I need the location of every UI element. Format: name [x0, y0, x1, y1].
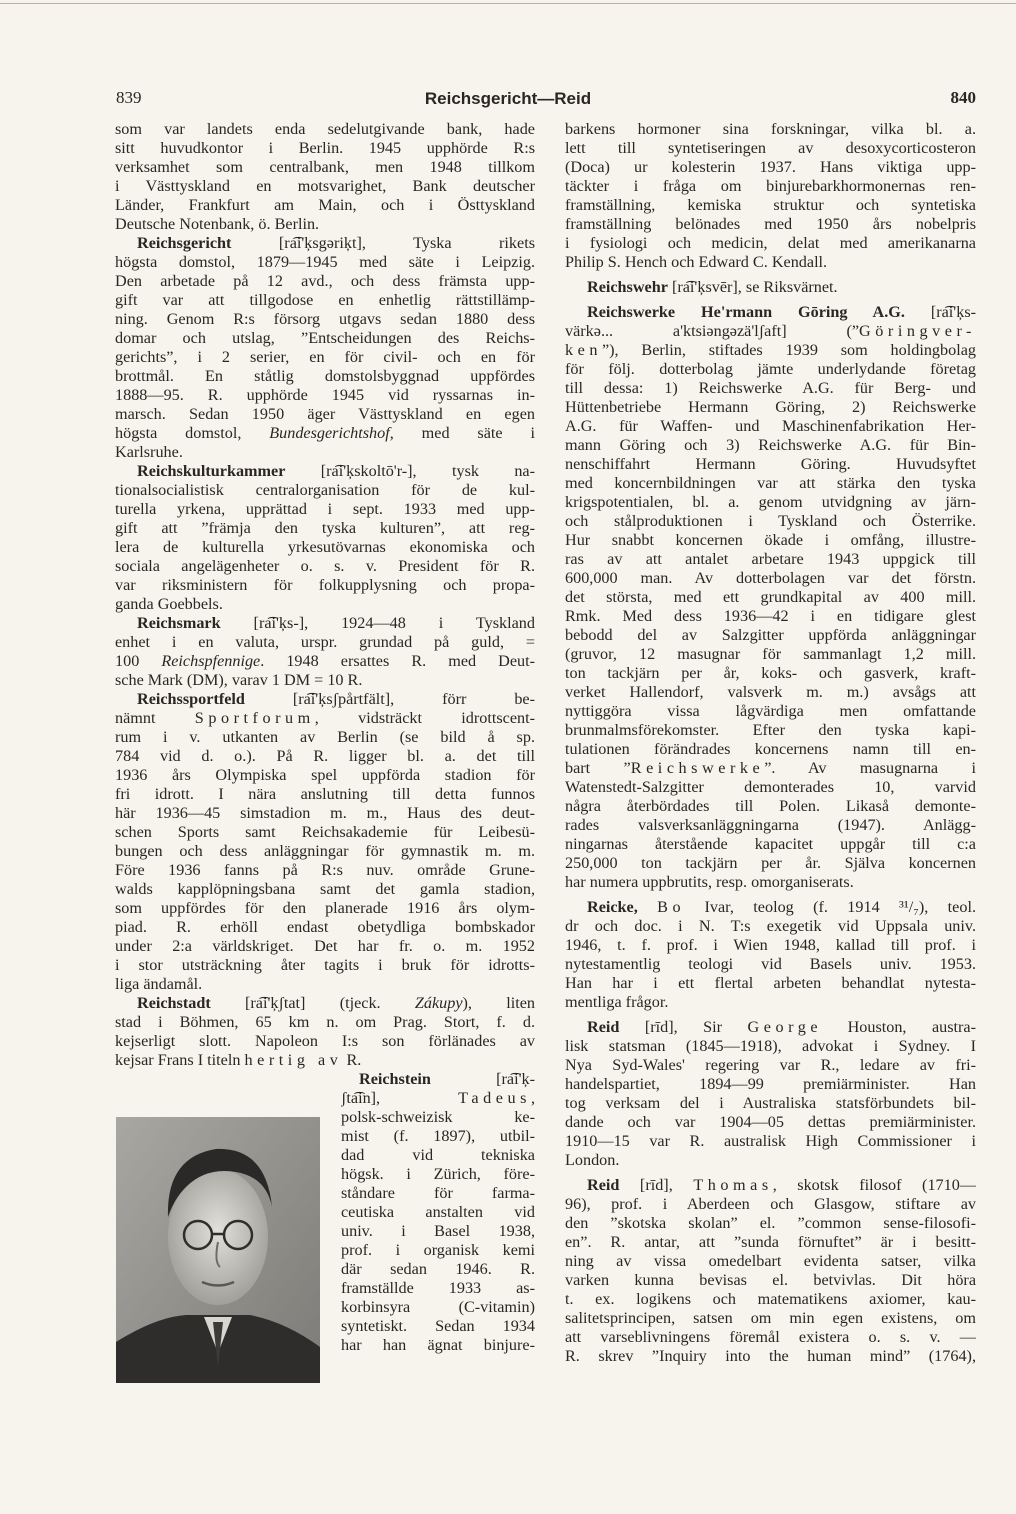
text-run: kejsar Frans I titeln — [115, 1051, 245, 1069]
text-line: i stor utsträckning åter tagits i bruk för idrotts- — [115, 956, 535, 974]
article-entry — [115, 234, 535, 462]
text-line: Nya Syd-Wales' regering var R., ledare av fri- — [565, 1056, 976, 1074]
text-line: walds kapplöpningsbana samt det gamla stadion, — [115, 880, 535, 898]
text-line: dr och doc. i N. T:s exegetik vid Uppsala univ. — [565, 917, 976, 935]
text-line: 600,000 man. Av dotterbolagen var det förstn. — [565, 569, 976, 587]
text-line: Hüttenbetriebe Hermann Göring, 2) Reichswerke — [565, 398, 976, 416]
spaced-name: Göringver- — [859, 322, 976, 340]
text-line: tulationen förändrades koncernens namn till en- — [565, 740, 976, 758]
text-run: [ra͡i'ķsgəriķt], Tyska rikets — [231, 234, 535, 252]
text-line: att varseblivningens föremål existera o. s. v. — — [565, 1328, 976, 1346]
text-line: schen Sports samt Reichsakademie für Leibesü- — [115, 823, 535, 841]
text-line: framställning belönades med 1950 års nobelpris — [565, 215, 976, 233]
text-line: 250,000 ton tackjärn per år. Själva koncernen — [565, 854, 976, 872]
text-line: med koncernbildningen var att stärka den tyska — [565, 474, 976, 492]
text-line: ceutiska anstalten vid — [341, 1203, 535, 1221]
text-line: täckter i fråga om binjurebarkhormonernas ren- — [565, 177, 976, 195]
text-run: högsta domstol, — [115, 424, 270, 442]
text-line: några återbördades till Polen. Likaså demonte- — [565, 797, 976, 815]
text-run: ), liten — [462, 994, 535, 1012]
text-line: rum i v. utkanten av Berlin (se bild å sp. — [115, 728, 535, 746]
article-entry — [115, 614, 535, 690]
article-entry — [115, 690, 535, 994]
article-entry — [565, 120, 976, 272]
headword: Reicke, — [587, 898, 638, 916]
text-line — [115, 614, 535, 633]
text-line: liga ändamål. — [115, 975, 203, 993]
headword: Reichskulturkammer — [137, 462, 286, 480]
text-line: gerichts”, i 2 serier, en för civil- och en för — [115, 348, 535, 366]
spaced-name: Sportforum — [194, 709, 315, 727]
text-line: turella yrkena, upprättad i sept. 1933 med upp- — [115, 500, 535, 518]
article-entry — [565, 278, 976, 297]
text-line — [341, 1070, 535, 1089]
text-line: i Västtyskland en motsvarighet, Bank deutscher — [115, 177, 535, 195]
text-line: salitetsprincipen, satsen om min egen existens, om — [565, 1309, 976, 1327]
text-line: ganda Goebbels. — [115, 595, 223, 613]
text-run: ”. Av masugnarna i — [764, 759, 976, 777]
text-line: mentliga frågor. — [565, 993, 669, 1011]
article-entry — [565, 1018, 976, 1170]
spaced-name: George — [747, 1018, 823, 1036]
text-line: som var landets enda sedelutgivande bank, hade — [115, 120, 535, 138]
text-line: nenschiffahrt Hermann Göring. Huvudsyftet — [565, 455, 976, 473]
text-line: varken kunna bevisas el. betvivlas. Dit höra — [565, 1271, 976, 1289]
text-line: verket Hallendorf, valsverk m. m.) avsågs att — [565, 683, 976, 701]
text-line: univ. i Basel 1938, — [341, 1222, 535, 1240]
text-line: framställning, kemiska struktur och syntetiska — [565, 196, 976, 214]
text-line: 1888—95. R. upphörde 1945 vid ryssarnas in- — [115, 386, 535, 404]
text-line: har numera uppbrutits, resp. omorganiserats. — [565, 873, 854, 891]
text-line: mist (f. 1897), utbil- — [341, 1127, 535, 1145]
text-line: London. — [565, 1151, 620, 1169]
text-line — [565, 322, 976, 341]
text-line: Han har i ett flertal arbeten behandlat nytesta- — [565, 974, 976, 992]
text-line: lisk statsman (1845—1918), advokat i Sydney. I — [565, 1037, 976, 1055]
spaced-name: Thomas — [693, 1176, 773, 1194]
text-run: Ivar, teolog (f. 1914 ³¹/₇), teol. — [685, 898, 976, 916]
text-line — [565, 759, 976, 778]
text-run: [ra͡i'ķʃtat] (tjeck. — [210, 994, 415, 1012]
text-line: högsta domstol, 1879—1945 med säte i Leipzig. — [115, 253, 535, 271]
text-line — [565, 1176, 976, 1195]
text-line: barkens hormoner sina forskningar, vilka bl. a. — [565, 120, 976, 138]
text-line: den ”skotska skolan” el. ”common sense-filosofi- — [565, 1214, 976, 1232]
text-line: sche Mark (DM), varav 1 DM = 10 R. — [115, 671, 363, 689]
text-line: (Doca) ur kolesterin 1937. Hans viktiga upp- — [565, 158, 976, 176]
article-entry — [341, 1070, 535, 1355]
text-line: prof. i organisk kemi — [341, 1241, 535, 1259]
text-run: [rīd], — [619, 1176, 694, 1194]
article-entry — [565, 303, 976, 892]
headword: Reid — [587, 1176, 620, 1194]
text-line — [341, 1089, 535, 1108]
text-line: t. ex. logikens och matematikens axiomer, kau- — [565, 1290, 976, 1308]
text-line — [115, 994, 535, 1013]
text-line: gift att ”främja den tyska kulturen”, att reg- — [115, 519, 535, 537]
text-line — [115, 1051, 535, 1070]
text-line: rades valsverksanläggningarna (1947). Anlägg- — [565, 816, 976, 834]
text-line: ståndare för farma- — [341, 1184, 535, 1202]
text-run: [ra͡i'ķs- — [904, 303, 976, 321]
text-line — [115, 690, 535, 709]
text-line: Rmk. Med dess 1936—42 i en tidigare glest — [565, 607, 976, 625]
text-line: brunmalmsförekomster. Efter den tyska kapi- — [565, 721, 976, 739]
text-line — [115, 462, 535, 481]
headword: Reid — [587, 1018, 620, 1036]
headword: Reichswerke He'rmann Gōring A.G. — [587, 303, 905, 321]
text-line: Den arbetade på 12 avd., och dess främsta upp- — [115, 272, 535, 290]
text-line: syntetiskt. Sedan 1934 — [341, 1317, 535, 1335]
spaced-name: ken — [565, 341, 602, 359]
article-entry — [115, 994, 535, 1070]
text-line: krigspotentialen, bl. a. genom utvidgning av järn- — [565, 493, 976, 511]
text-line: för följ. dotterbolag jämte underlydande företag — [565, 360, 976, 378]
italic-term: Zákupy — [414, 994, 463, 1012]
text-line: polsk-schweizisk ke- — [341, 1108, 535, 1126]
text-line: fri idrott. I nära anslutning till detta funnos — [115, 785, 535, 803]
text-run: , med säte i — [389, 424, 535, 442]
text-line: nyttiggöra vissa lågvärdiga men omfattande — [565, 702, 976, 720]
headword: Reichswehr — [587, 278, 668, 296]
text-line: Före 1936 fanns på R:s nuv. område Grune- — [115, 861, 535, 879]
text-line: bungen och dess anläggningar för gymnastik m. m. — [115, 842, 535, 860]
text-run: . 1948 ersattes R. med Deut- — [260, 652, 535, 670]
text-line: här 1936—45 simstadion m. m., Haus des deut- — [115, 804, 535, 822]
text-line — [565, 341, 976, 360]
text-line: sociala angelägenheter o. s. v. President för R. — [115, 557, 535, 575]
text-run: , vidsträckt idrottscent- — [314, 709, 535, 727]
text-line: Deutsche Notenbank, ö. Berlin. — [115, 215, 320, 233]
text-line: sitt huvudkontor i Berlin. 1945 upphörde R:s — [115, 139, 535, 157]
text-line: och stålproduktionen i Tyskland och Österrike. — [565, 512, 976, 530]
text-line: brottmål. En ståtlig domstolsbyggnad uppfördes — [115, 367, 535, 385]
page-top-rule — [0, 3, 1016, 4]
text-line: det största, med ett grundkapital av 400 mill. — [565, 588, 976, 606]
text-run: [ra͡i'ķskoltō'r-], tysk na- — [285, 462, 535, 480]
text-line: verksamhet som centralbank, men 1948 tillkom — [115, 158, 535, 176]
text-line: ning av vissa omedelbart evidenta satser, vilka — [565, 1252, 976, 1270]
text-run: , — [530, 1089, 535, 1107]
text-line — [565, 303, 976, 322]
italic-term: Reichspfennige — [161, 652, 261, 670]
headword: Reichstadt — [137, 994, 211, 1012]
italic-term: Bundesgerichtshof — [269, 424, 390, 442]
text-line: en”. R. antar, att ”sunda förnuftet” är i besitt- — [565, 1233, 976, 1251]
text-line: gift var att tillgodose en enhetlig rättstillämp- — [115, 291, 535, 309]
text-run: Houston, austra- — [822, 1018, 976, 1036]
text-line: var riksministern för folkupplysning och propa- — [115, 576, 535, 594]
text-line: 784 vid d. o.). På R. ligger bl. a. det till — [115, 747, 535, 765]
text-run: R. — [342, 1051, 362, 1069]
text-run: bart ” — [565, 759, 631, 777]
page-number-right: 840 — [950, 88, 976, 107]
headword: Reichsmark — [137, 614, 221, 632]
text-line: 1910—15 var R. australisk High Commissioner i — [565, 1132, 976, 1150]
text-line: ning. Genom R:s försorg utgavs sedan 1880 dess — [115, 310, 535, 328]
text-line: 1946, t. f. prof. i Wien 1948, kallad till prof. i — [565, 936, 976, 954]
text-line: under 2:a världskriget. Det har fr. o. m. 1952 — [115, 937, 535, 955]
text-run — [638, 898, 657, 916]
text-run: [ra͡i'ķs-], 1924—48 i Tyskland — [220, 614, 535, 632]
text-run: nämnt — [115, 709, 195, 727]
text-line — [115, 709, 535, 728]
text-run: [ra͡i'ķ- — [430, 1070, 535, 1088]
text-line: ningarnas återstående kapacitet uppgår till c:a — [565, 835, 976, 853]
text-line: kejserligt slott. Napoleon I:s son förlänades av — [115, 1032, 535, 1050]
headword: Reichstein — [359, 1070, 431, 1088]
text-line: ton tackjärn per år, koks- och gasverk, kraft- — [565, 664, 976, 682]
text-line — [565, 898, 976, 917]
column-right — [565, 120, 976, 1366]
text-line: A.G. für Waffen- und Maschinenfabrikation Her- — [565, 417, 976, 435]
text-line: i fysiologi och medicin, delat med amerikanarna — [565, 234, 976, 252]
text-run: [rīd], Sir — [619, 1018, 748, 1036]
spaced-name: hertig av — [244, 1051, 343, 1069]
text-line: lera de kulturella yrkesutövarnas ekonomiska och — [115, 538, 535, 556]
article-entry — [115, 120, 535, 234]
text-line: marsch. Sedan 1950 äger Västtyskland en egen — [115, 405, 535, 423]
text-line: stad i Böhmen, 65 km n. om Prag. Stort, f. d. — [115, 1013, 535, 1031]
text-run: , skotsk filosof (1710— — [772, 1176, 976, 1194]
text-line: mann Göring och 3) Reichswerke A.G. für Bin- — [565, 436, 976, 454]
text-line: där sedan 1946. R. — [341, 1260, 535, 1278]
headword: Reichssportfeld — [137, 690, 245, 708]
text-run: värkə... a'ktsiəngəzä'lʃaft] (” — [565, 322, 860, 340]
spaced-name: Tadeus — [458, 1089, 531, 1107]
text-line — [115, 234, 535, 253]
text-line: R. skrev ”Inquiry into the human mind” (1764), — [565, 1347, 976, 1365]
text-line: bebodd del av Salzgitter uppförda anläggningar — [565, 626, 976, 644]
text-line: högsk. i Zürich, före- — [341, 1165, 535, 1183]
page-number-left: 839 — [116, 88, 142, 107]
text-line: 96), prof. i Aberdeen och Glasgow, stiftare av — [565, 1195, 976, 1213]
text-line — [115, 424, 535, 443]
text-line: Philip S. Hench och Edward C. Kendall. — [565, 253, 828, 271]
text-line: piad. R. erhöll endast obetydliga bombskador — [115, 918, 535, 936]
text-run: [ra͡i'ķsvēr], se Riksvärnet. — [667, 278, 838, 296]
text-line: 1936 års Olympiska spel uppförda stadion för — [115, 766, 535, 784]
spaced-name: Bo — [657, 898, 686, 916]
text-line: Länder, Frankfurt am Main, och i Östtyskland — [115, 196, 535, 214]
text-line — [565, 1018, 976, 1037]
spaced-name: Reichswerke — [630, 759, 765, 777]
article-entry — [565, 1176, 976, 1366]
article-entry — [565, 898, 976, 1012]
text-line: dad vid tekniska — [341, 1146, 535, 1164]
text-line: Watenstedt-Salzgitter demonterades 10, varvid — [565, 778, 976, 796]
headword: Reichsgericht — [137, 234, 232, 252]
text-line: ras av att antalet arbetare 1943 uppgick till — [565, 550, 976, 568]
text-line: enhet i en valuta, urspr. grundad på guld, = — [115, 633, 535, 651]
text-line — [565, 278, 976, 297]
text-line: nytestamentlig teologi vid Basels univ. 1953. — [565, 955, 976, 973]
text-run: ”), Berlin, stiftades 1939 som holdingbolag — [601, 341, 976, 359]
text-line: domar och utslag, ”Entscheidungen des Reichs- — [115, 329, 535, 347]
text-line: Hur snabbt koncernen ökade i omfång, illustre- — [565, 531, 976, 549]
running-title: Reichsgericht—Reid — [424, 89, 592, 108]
text-line: korbinsyra (C-vitamin) — [341, 1298, 535, 1316]
text-line: Karlsruhe. — [115, 443, 183, 461]
text-line: tog verksam del i Australiska statsförbundets bil- — [565, 1094, 976, 1112]
article-entry — [115, 462, 535, 614]
text-run: ʃta͡in], — [341, 1089, 459, 1107]
text-line: (gruvor, 12 masugnar för sammanlagt 1,2 mill. — [565, 645, 976, 663]
text-line — [115, 652, 535, 671]
text-line: dande och var 1904—05 dettas premiärminister. — [565, 1113, 976, 1131]
text-line: framställde 1933 as- — [341, 1279, 535, 1297]
text-run: [ra͡i'ķsʃpårtfält], förr be- — [244, 690, 535, 708]
text-line: har han ägnat binjure- — [341, 1336, 535, 1354]
text-line: till dessa: 1) Reichswerke A.G. für Berg- und — [565, 379, 976, 397]
text-line: handelspartiet, 1894—99 premiärminister. Han — [565, 1075, 976, 1093]
text-line: som uppfördes för den planerade 1916 års olym- — [115, 899, 535, 917]
text-line: tionalsocialistisk centralorganisation för de kul- — [115, 481, 535, 499]
text-line: lett till syntetiseringen av desoxycorticosteron — [565, 139, 976, 157]
reichstein-portrait-photo — [116, 1117, 320, 1383]
text-run: 100 — [115, 652, 162, 670]
